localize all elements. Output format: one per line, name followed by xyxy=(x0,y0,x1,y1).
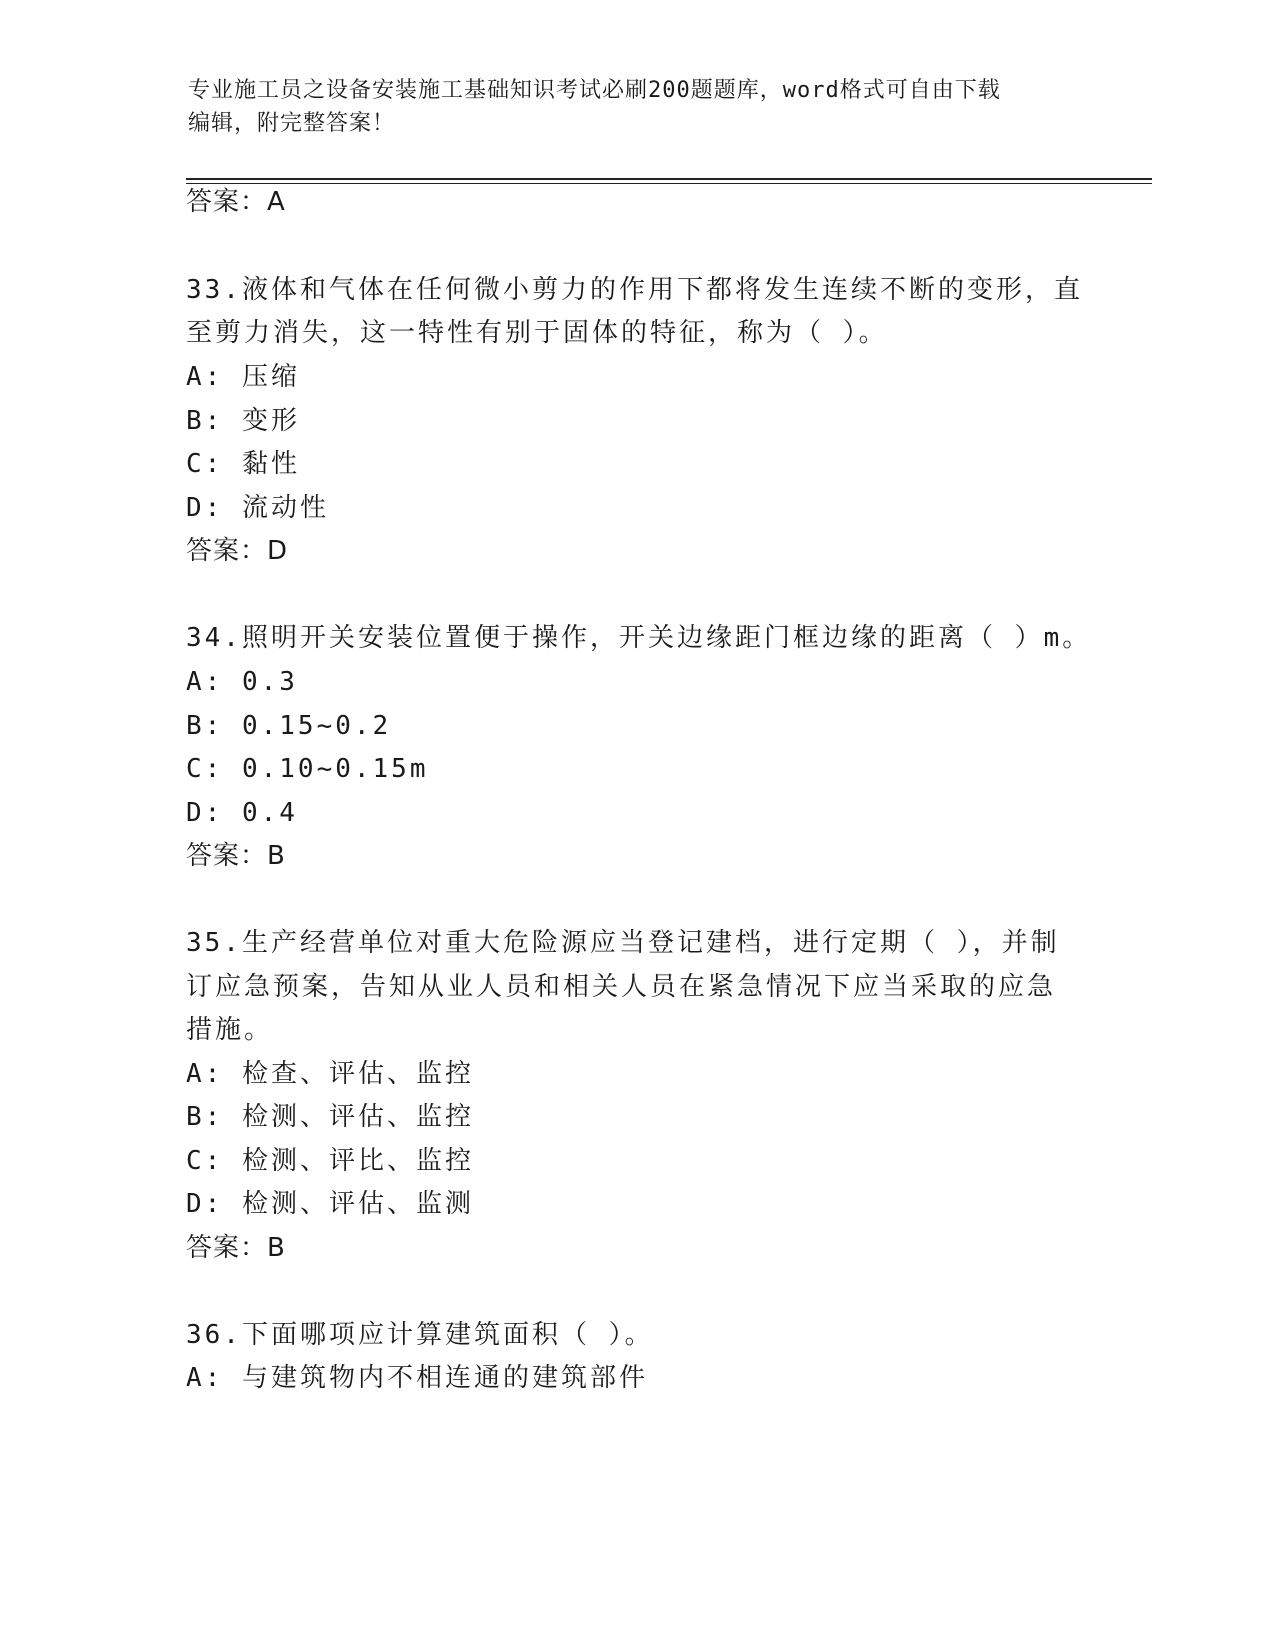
question-33-option-c: C: 黏性 xyxy=(186,449,300,479)
question-33-option-b: B: 变形 xyxy=(186,406,300,436)
question-34-option-a: A: 0.3 xyxy=(186,667,298,697)
question-35-option-a: A: 检查、评估、监控 xyxy=(186,1059,474,1089)
header-divider-thick xyxy=(186,178,1152,180)
question-33-option-a: A: 压缩 xyxy=(186,362,300,392)
question-34-option-d: D: 0.4 xyxy=(186,798,298,828)
question-36-stem-line-1: 36.下面哪项应计算建筑面积（ ）。 xyxy=(186,1320,654,1350)
question-35-option-b: B: 检测、评估、监控 xyxy=(186,1102,474,1132)
document-header xyxy=(188,74,1088,140)
question-33-option-d: D: 流动性 xyxy=(186,493,329,523)
question-34-stem-line-1: 34.照明开关安装位置便于操作，开关边缘距门框边缘的距离（ ）m。 xyxy=(186,623,1092,653)
question-35-answer: 答案：B xyxy=(186,1233,286,1263)
question-33-stem-line-1: 33.液体和气体在任何微小剪力的作用下都将发生连续不断的变形，直 xyxy=(186,275,1083,305)
question-35-stem-line-3: 措施。 xyxy=(186,1015,274,1045)
question-34-answer: 答案：B xyxy=(186,841,286,871)
header-line-2: 编辑，附完整答案！ xyxy=(188,111,396,136)
question-35-stem-line-1: 35.生产经营单位对重大危险源应当登记建档，进行定期（ ），并制 xyxy=(186,928,1060,958)
question-35-option-c: C: 检测、评比、监控 xyxy=(186,1146,474,1176)
previous-answer: 答案：A xyxy=(186,187,286,217)
question-35-stem-line-2: 订应急预案，告知从业人员和相关人员在紧急情况下应当采取的应急 xyxy=(186,972,1057,1002)
question-33-answer: 答案：D xyxy=(186,536,289,566)
question-36-option-a: A: 与建筑物内不相连通的建筑部件 xyxy=(186,1363,648,1393)
question-34-option-c: C: 0.10~0.15m xyxy=(186,754,429,784)
question-34-option-b: B: 0.15~0.2 xyxy=(186,711,392,741)
header-divider-thin xyxy=(186,183,1152,184)
question-33-stem-line-2: 至剪力消失，这一特性有别于固体的特征，称为（ ）。 xyxy=(186,318,888,348)
header-line-1: 专业施工员之设备安装施工基础知识考试必刷200题题库，word格式可自由下载 xyxy=(188,78,1001,103)
question-35-option-d: D: 检测、评估、监测 xyxy=(186,1189,474,1219)
